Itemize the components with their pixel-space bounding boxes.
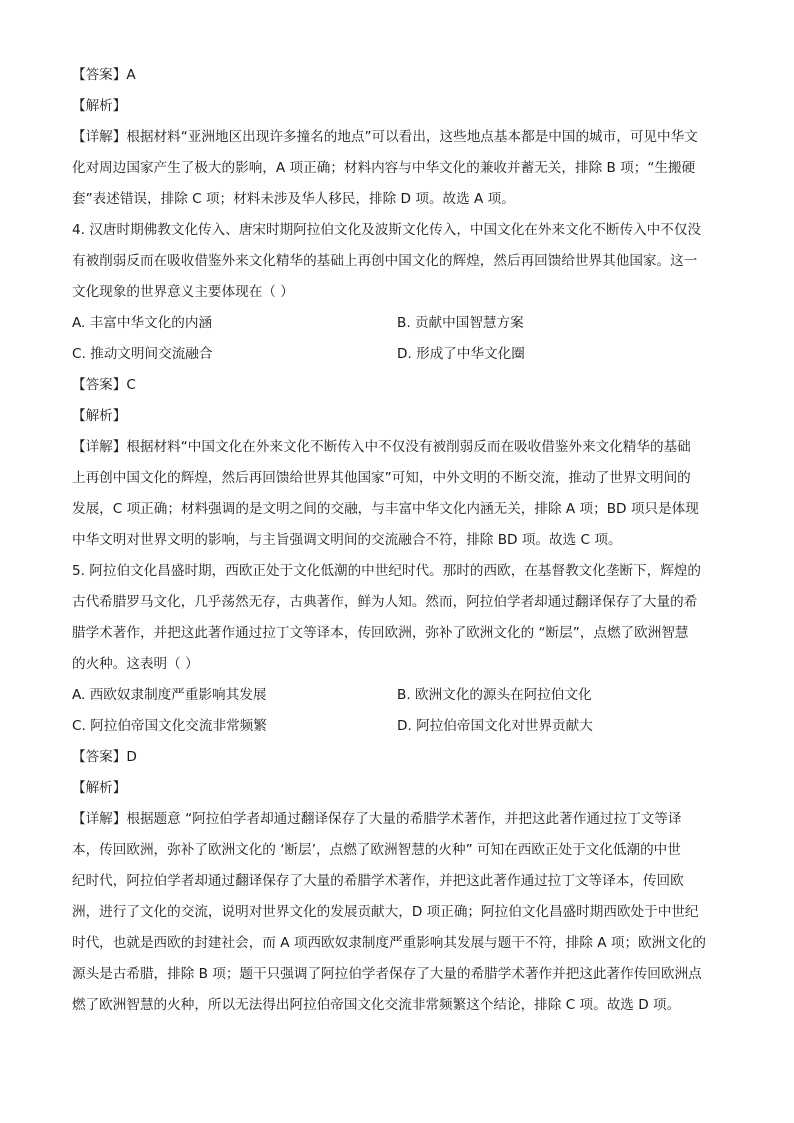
explanation-line: 【详解】根据材料“中国文化在外来文化不断传入中不仅没有被削弱反而在吸收借鉴外来文化精华的基础	[72, 439, 691, 455]
answer-label: 【答案】D	[72, 749, 137, 765]
question-4-options-row	[72, 308, 722, 339]
analysis-label: 【解析】	[72, 780, 127, 796]
option-a: A. 丰富中华文化的内涵	[72, 315, 213, 331]
question-5-stem: 的火种。这表明（ ）	[72, 656, 199, 672]
option-b: B. 贡献中国智慧方案	[397, 315, 524, 331]
explanation-line: 燃了欧洲智慧的火种，所以无法得出阿拉伯帝国文化交流非常频繁这个结论，排除 C 项。故选 D 项。	[72, 997, 681, 1013]
question-4-stem: 有被削弱反而在吸收借鉴外来文化精华的基础上再创中国文化的辉煌，然后再回馈给世界其他国家。这一	[72, 253, 698, 269]
explanation-line: 【详解】根据材料“亚洲地区出现许多撞名的地点”可以看出，这些地点基本都是中国的城市，可见中华文	[72, 129, 698, 145]
question-5-stem: 5. 阿拉伯文化昌盛时期，西欧正处于文化低潮的中世纪时代。那时的西欧，在基督教文化垄断下，辉煌的	[72, 563, 702, 579]
analysis-label: 【解析】	[72, 98, 127, 114]
explanation-line: 纪时代，阿拉伯学者却通过翻译保存了大量的希腊学术著作，并把这此著作通过拉丁文等译本，传回欧	[72, 873, 684, 889]
question-5-options-row	[72, 711, 722, 742]
explanation-line: 本，传回欧洲，弥补了欧洲文化的 ‘断层’，点燃了欧洲智慧的火种” 可知在西欧正处于文化低潮的中世	[72, 842, 681, 858]
explanation-line: 源头是古希腊，排除 B 项；题干只强调了阿拉伯学者保存了大量的希腊学术著作并把这此著作传回欧洲点	[72, 966, 702, 982]
answer-label: 【答案】C	[72, 377, 136, 393]
option-d: D. 阿拉伯帝国文化对世界贡献大	[397, 718, 593, 734]
explanation-line: 套”表述错误，排除 C 项；材料未涉及华人移民，排除 D 项。故选 A 项。	[72, 191, 515, 207]
analysis-label: 【解析】	[72, 408, 127, 424]
explanation-line: 时代，也就是西欧的封建社会，而 A 项西欧奴隶制度严重影响其发展与题干不符，排除 A 项；欧洲文化的	[72, 935, 707, 951]
question-5-stem: 古代希腊罗马文化，几乎荡然无存，古典著作，鲜为人知。然而，阿拉伯学者却通过翻译保存了大量的希	[72, 594, 698, 610]
answer-label: 【答案】A	[72, 67, 136, 83]
explanation-line: 洲，进行了文化的交流，说明对世界文化的发展贡献大，D 项正确；阿拉伯文化昌盛时期西欧处于中世纪	[72, 904, 699, 920]
question-5-stem: 腊学术著作，并把这此著作通过拉丁文等译本，传回欧洲，弥补了欧洲文化的 “断层”，点燃了欧洲智慧	[72, 625, 689, 641]
option-b: B. 欧洲文化的源头在阿拉伯文化	[397, 687, 592, 703]
explanation-line: 中华文明对世界文明的影响，与主旨强调文明间的交流融合不符，排除 BD 项。故选 C 项。	[72, 532, 622, 548]
explanation-line: 【详解】根据题意 “阿拉伯学者却通过翻译保存了大量的希腊学术著作，并把这此著作通过拉丁文等译	[72, 811, 682, 827]
explanation-line: 发展，C 项正确；材料强调的是文明之间的交融，与丰富中华文化内涵无关，排除 A 项；BD 项只是体现	[72, 501, 699, 517]
document-page	[72, 60, 722, 1021]
option-a: A. 西欧奴隶制度严重影响其发展	[72, 687, 267, 703]
question-5-options-row	[72, 680, 722, 711]
explanation-line: 上再创中国文化的辉煌，然后再回馈给世界其他国家”可知，中外文明的不断交流，推动了世界文明间的	[72, 470, 691, 486]
question-4-options-row	[72, 339, 722, 370]
question-4-stem: 文化现象的世界意义主要体现在（ ）	[72, 284, 294, 300]
option-c: C. 阿拉伯帝国文化交流非常频繁	[72, 718, 267, 734]
explanation-line: 化对周边国家产生了极大的影响，A 项正确；材料内容与中华文化的兼收并蓄无关，排除 B 项；“生搬硬	[72, 160, 696, 176]
question-4-stem: 4. 汉唐时期佛教文化传入、唐宋时期阿拉伯文化及波斯文化传入，中国文化在外来文化不断传入中不仅没	[72, 222, 702, 238]
option-d: D. 形成了中华文化圈	[397, 346, 525, 362]
option-c: C. 推动文明间交流融合	[72, 346, 213, 362]
